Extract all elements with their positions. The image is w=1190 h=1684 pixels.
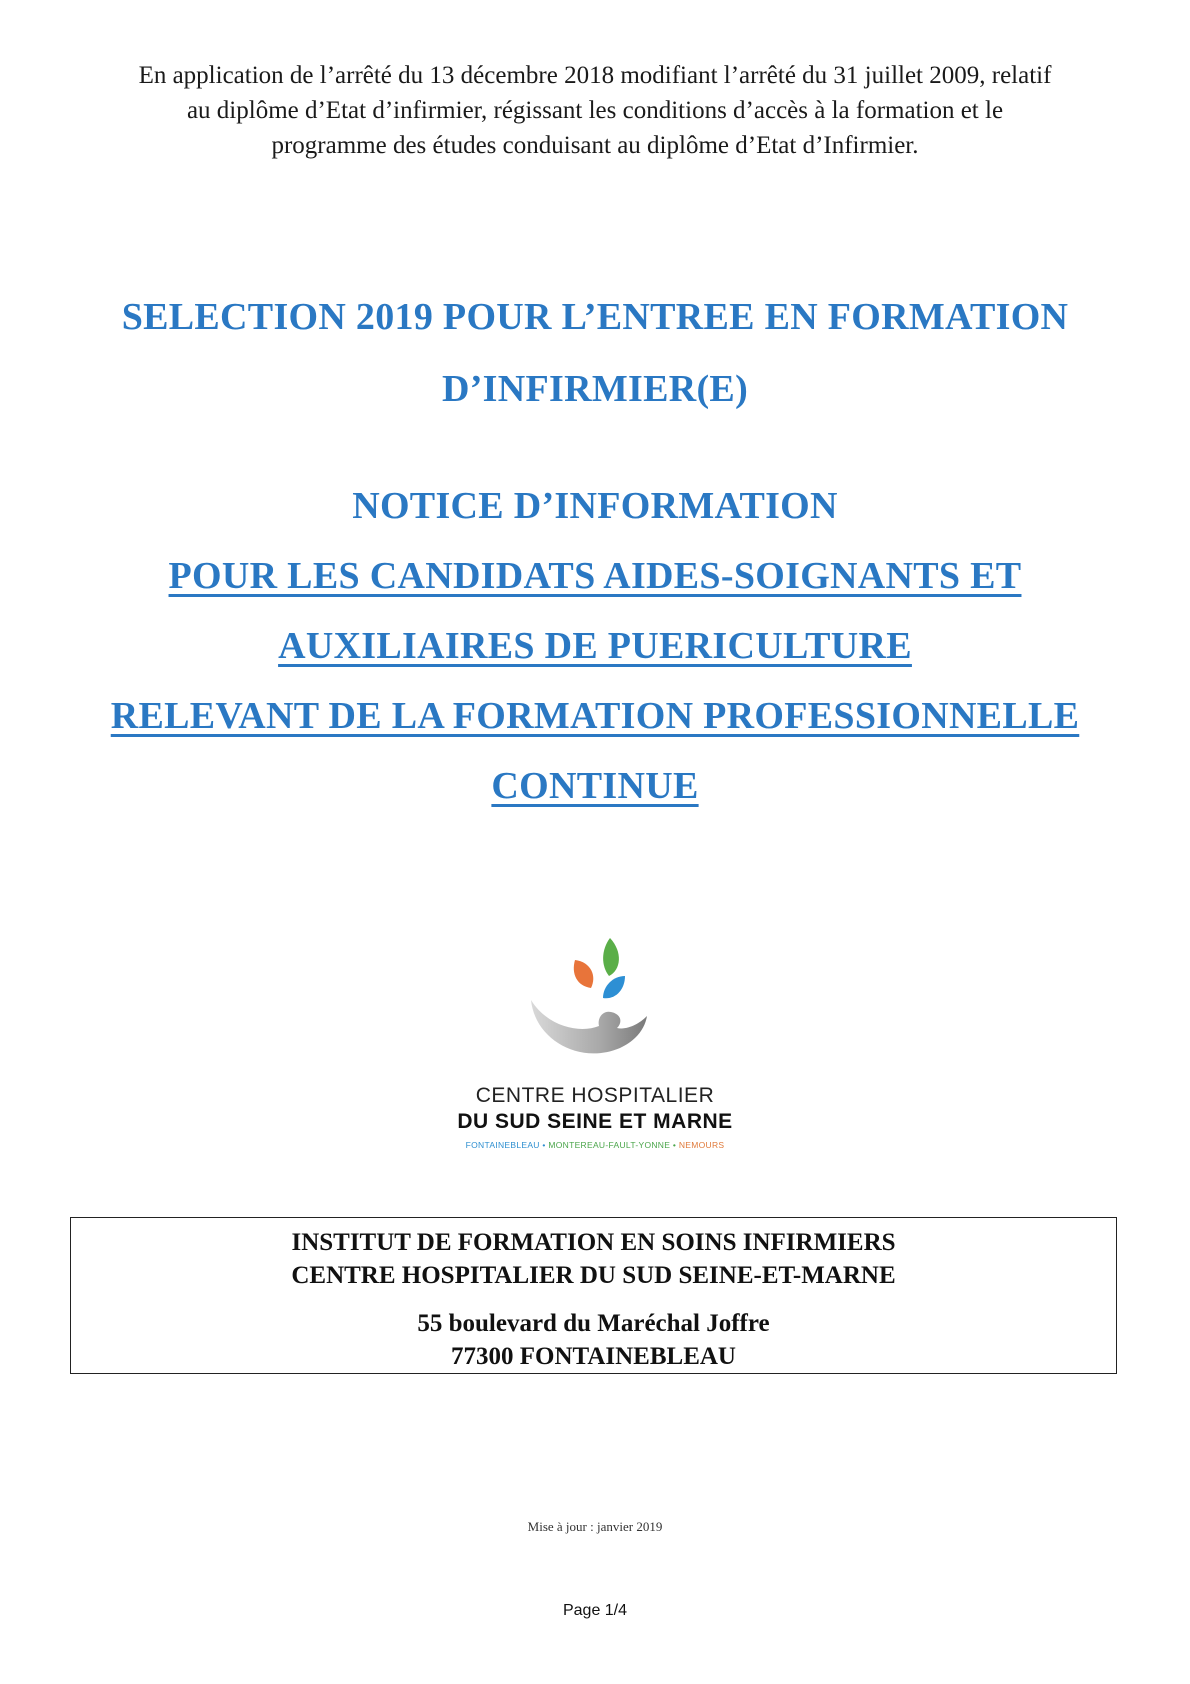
candidates-title-line-1-text: POUR LES CANDIDATS AIDES-SOIGNANTS ET: [168, 555, 1022, 597]
candidates-title-line-3-text: RELEVANT DE LA FORMATION PROFESSIONNELLE: [110, 695, 1080, 737]
institute-name: INSTITUT DE FORMATION EN SOINS INFIRMIERS: [291, 1229, 896, 1256]
leaf-blue-icon: [603, 976, 625, 998]
candidates-title-line-3: [40, 694, 1150, 738]
candidates-title-line-4: [40, 764, 1150, 808]
logo-line-2: DU SUD SEINE ET MARNE: [457, 1110, 733, 1133]
hand-swoosh-icon: [531, 1000, 647, 1053]
intro-line-3: programme des études conduisant au diplôme d’Etat d’Infirmier.: [271, 132, 919, 159]
hospital-logo-icon: [525, 930, 665, 1080]
hospital-logo: [420, 930, 770, 1150]
leaf-green-icon: [603, 938, 619, 976]
candidates-title-line-1: [40, 554, 1150, 598]
address-gap: [71, 1292, 1116, 1307]
logo-sep-1: •: [539, 1140, 549, 1150]
logo-site-2: MONTEREAU-FAULT-YONNE: [548, 1140, 671, 1150]
selection-title-line-2: D’INFIRMIER(E): [441, 368, 749, 410]
candidates-title-line-2: [40, 624, 1150, 668]
logo-line-1: CENTRE HOSPITALIER: [475, 1084, 715, 1107]
intro-line-1: En application de l’arrêté du 13 décembre 2018 modifiant l’arrêté du 31 juillet 2009, relatif: [138, 62, 1052, 89]
candidates-title-line-4-text: CONTINUE: [491, 765, 699, 807]
intro-line-2: au diplôme d’Etat d’infirmier, régissant les conditions d’accès à la formation et le: [186, 97, 1004, 124]
street-address: 55 boulevard du Maréchal Joffre: [417, 1310, 770, 1337]
logo-sep-2: •: [670, 1140, 679, 1150]
update-date: Mise à jour : janvier 2019: [527, 1519, 663, 1534]
candidates-title-line-2-text: AUXILIAIRES DE PUERICULTURE: [278, 625, 912, 667]
notice-title: NOTICE D’INFORMATION: [352, 485, 838, 527]
city-address: 77300 FONTAINEBLEAU: [451, 1343, 736, 1370]
hospital-name: CENTRE HOSPITALIER DU SUD SEINE-ET-MARNE: [291, 1262, 896, 1289]
logo-site-1: FONTAINEBLEAU: [465, 1140, 540, 1150]
logo-site-3: NEMOURS: [678, 1140, 725, 1150]
leaf-orange-icon: [574, 960, 593, 988]
address-box: [70, 1217, 1117, 1374]
selection-title-line-1: SELECTION 2019 POUR L’ENTREE EN FORMATION: [121, 296, 1069, 338]
regulatory-intro: [60, 58, 1130, 163]
page-number: Page 1/4: [562, 1602, 628, 1619]
logo-sites: [420, 1140, 770, 1150]
